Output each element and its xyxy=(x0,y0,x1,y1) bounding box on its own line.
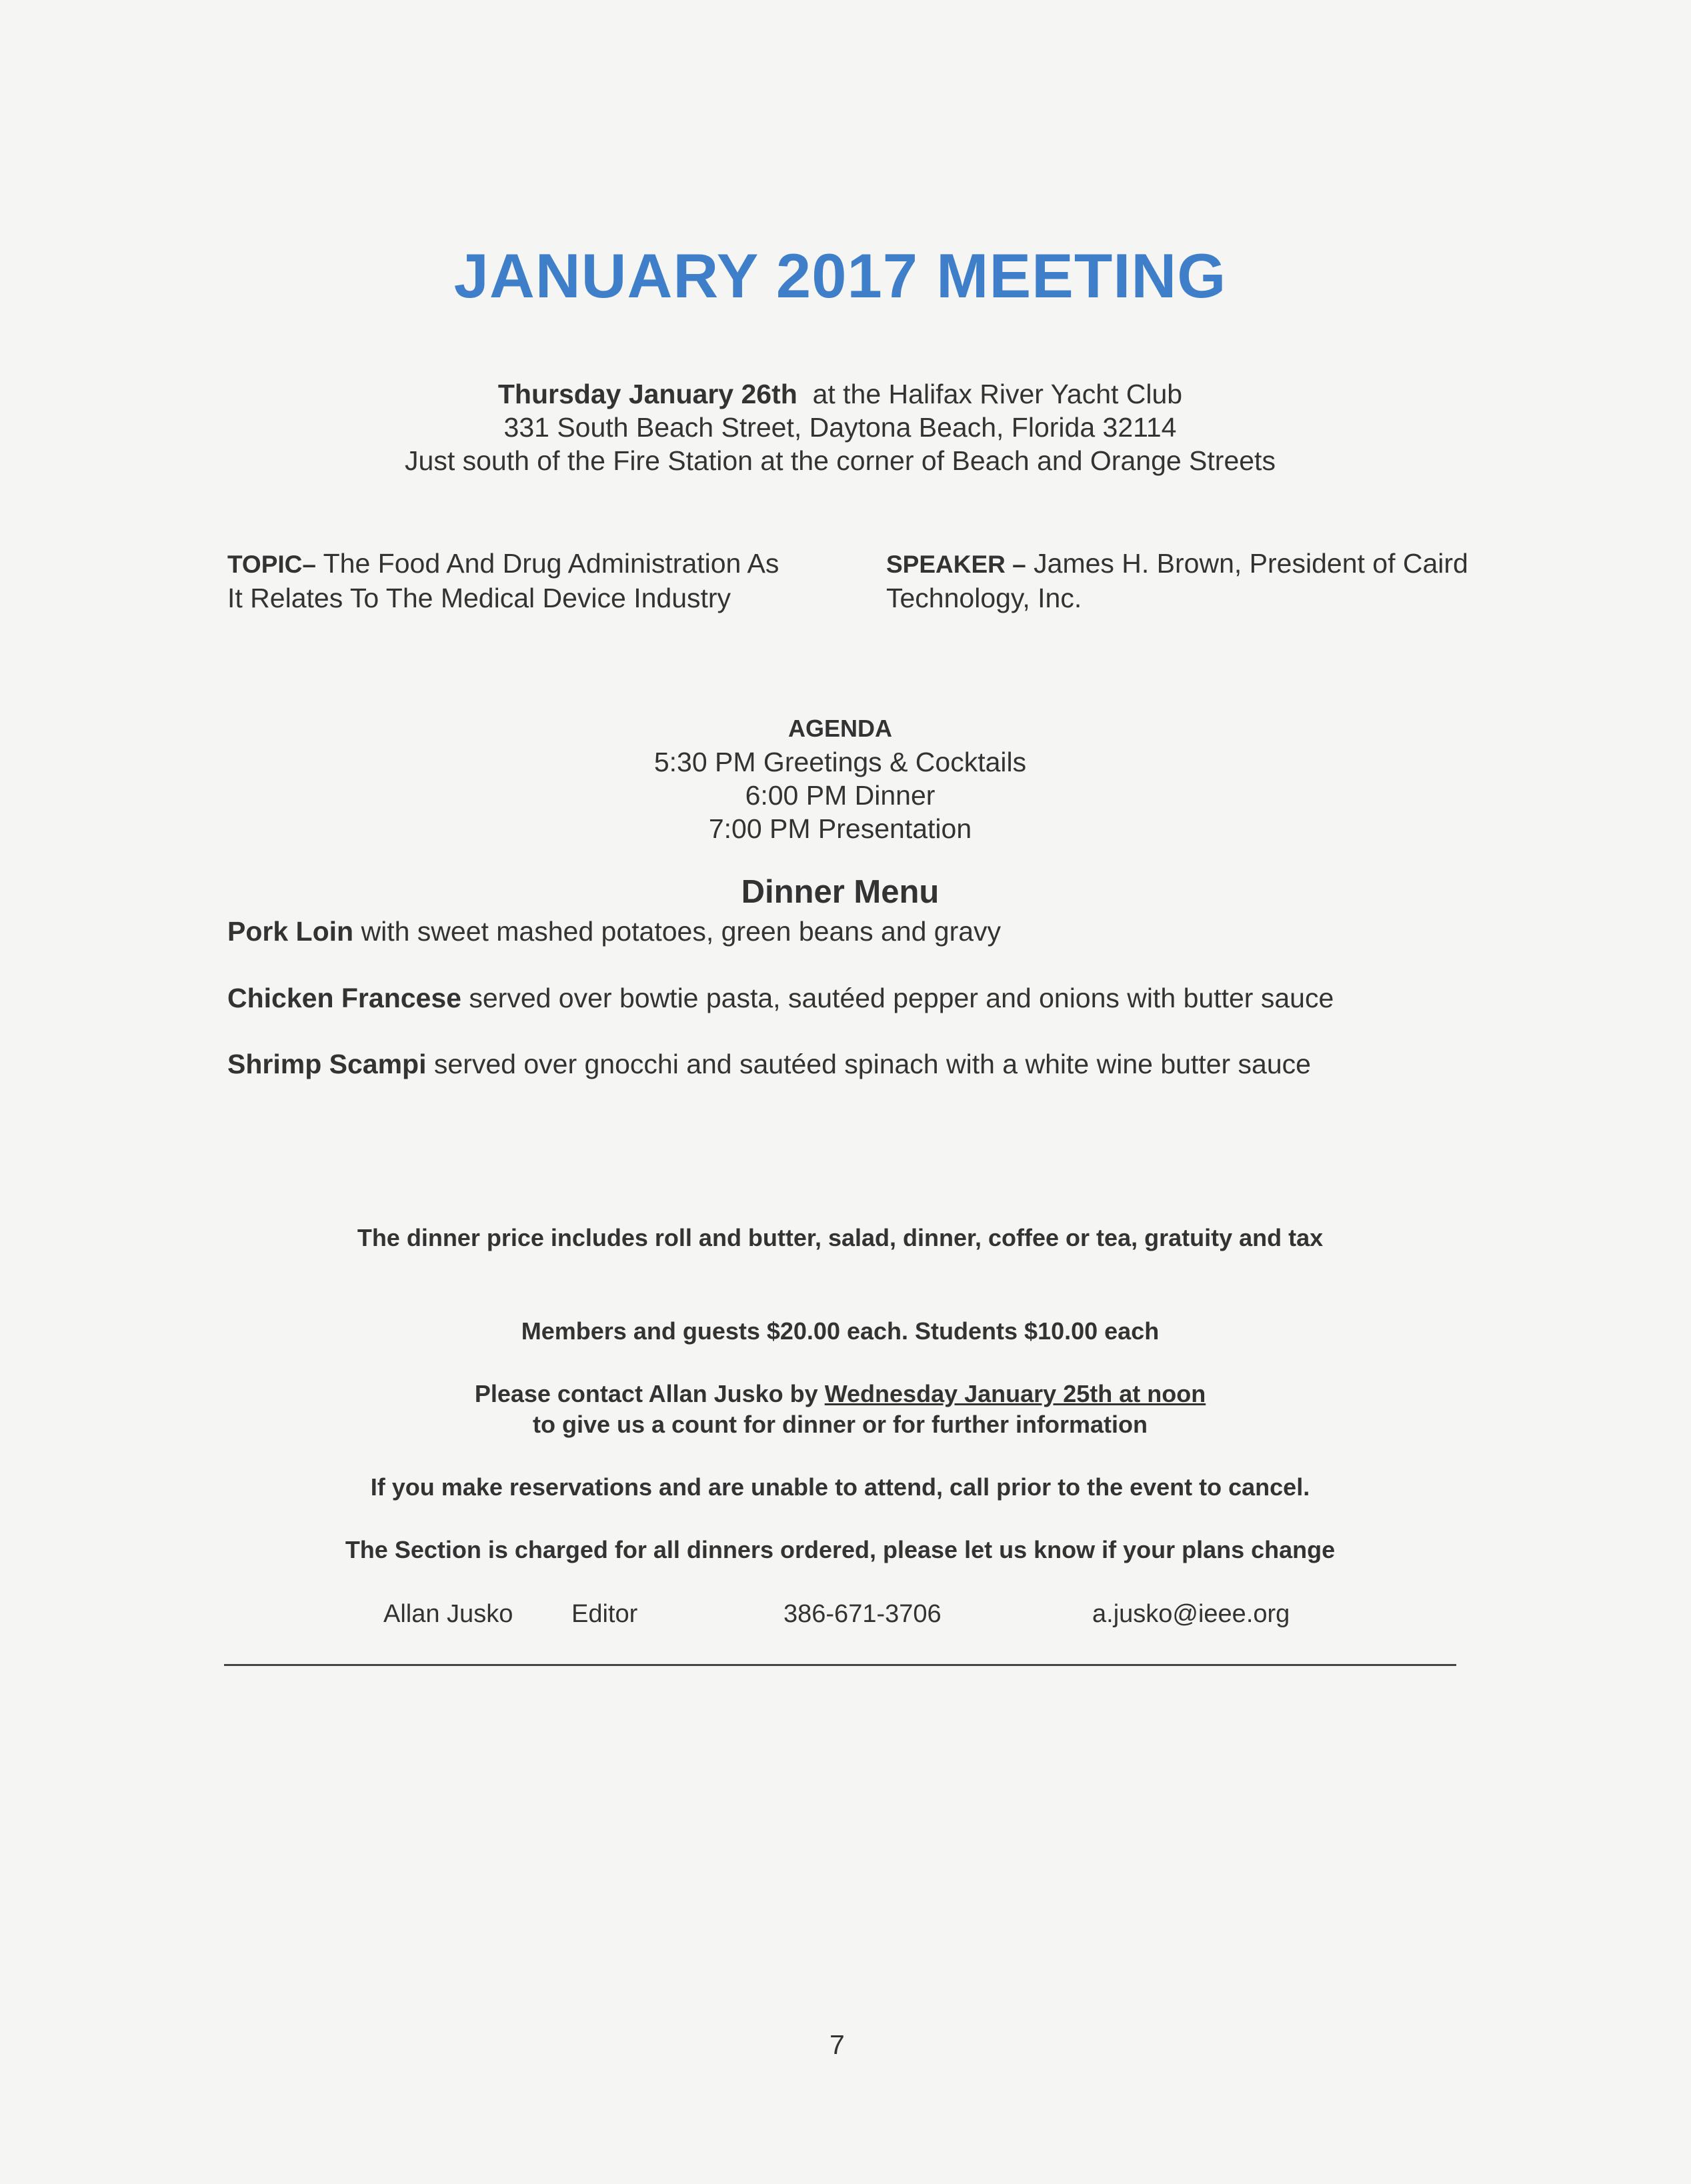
meeting-date: Thursday January 26th xyxy=(497,379,797,409)
agenda-item: 5:30 PM Greetings & Cocktails xyxy=(653,747,1027,777)
agenda-block xyxy=(0,712,1680,845)
footer-divider xyxy=(224,1664,1456,1666)
page-number: 7 xyxy=(829,2029,845,2060)
menu-item-name: Pork Loin xyxy=(227,916,354,947)
footer-name: Allan Jusko xyxy=(383,1600,513,1628)
footer-email: a.jusko@ieee.org xyxy=(1092,1600,1290,1628)
agenda-heading: AGENDA xyxy=(787,715,892,742)
cancel-notice: If you make reservations and are unable to attend, call prior to the event to cancel. xyxy=(370,1473,1310,1501)
contact-line-1 xyxy=(0,1379,1680,1409)
menu-item-description: served over bowtie pasta, sautéed pepper and onions with butter sauce xyxy=(469,983,1334,1013)
menu-item xyxy=(227,915,1561,948)
contact-deadline: Wednesday January 25th at noon xyxy=(824,1380,1206,1407)
prices-notice: Members and guests $20.00 each. Students $10.00 each xyxy=(521,1317,1160,1345)
venue-line-1 xyxy=(0,377,1680,411)
speaker-block xyxy=(886,547,1473,615)
agenda-item: 6:00 PM Dinner xyxy=(745,780,936,811)
venue-address: 331 South Beach Street, Daytona Beach, Florida 32114 xyxy=(503,412,1177,443)
venue-directions: Just south of the Fire Station at the corner of Beach and Orange Streets xyxy=(405,445,1276,476)
speaker-text: James H. Brown, President of Caird Technology, Inc. xyxy=(886,548,1468,613)
menu-item-description: served over gnocchi and sautéed spinach with a white wine butter sauce xyxy=(433,1049,1311,1079)
footer-role: Editor xyxy=(571,1600,638,1628)
menu-item xyxy=(227,981,1561,1015)
menu-item xyxy=(227,1047,1561,1081)
menu-title: Dinner Menu xyxy=(741,874,940,910)
speaker-label: SPEAKER – xyxy=(886,551,1026,578)
meeting-location: at the Halifax River Yacht Club xyxy=(812,379,1183,409)
contact-notice xyxy=(0,1379,1680,1440)
contact-prefix: Please contact Allan Jusko by xyxy=(474,1380,818,1407)
agenda-item: 7:00 PM Presentation xyxy=(708,813,972,844)
contact-suffix: to give us a count for dinner or for further information xyxy=(532,1411,1148,1438)
topic-text: The Food And Drug Administration As It Relates To The Medical Device Industry xyxy=(227,548,779,613)
topic-block xyxy=(227,547,801,615)
menu-item-name: Shrimp Scampi xyxy=(227,1049,427,1079)
venue-block xyxy=(0,377,1680,477)
menu-item-description: with sweet mashed potatoes, green beans and gravy xyxy=(361,916,1002,947)
menu-item-name: Chicken Francese xyxy=(227,983,461,1013)
price-includes-notice: The dinner price includes roll and butter, salad, dinner, coffee or tea, gratuity and tax xyxy=(357,1224,1324,1251)
charged-notice: The Section is charged for all dinners ordered, please let us know if your plans change xyxy=(345,1536,1336,1563)
topic-label: TOPIC– xyxy=(227,551,316,578)
page-title: JANUARY 2017 MEETING xyxy=(453,241,1227,311)
footer-phone: 386-671-3706 xyxy=(783,1600,942,1628)
